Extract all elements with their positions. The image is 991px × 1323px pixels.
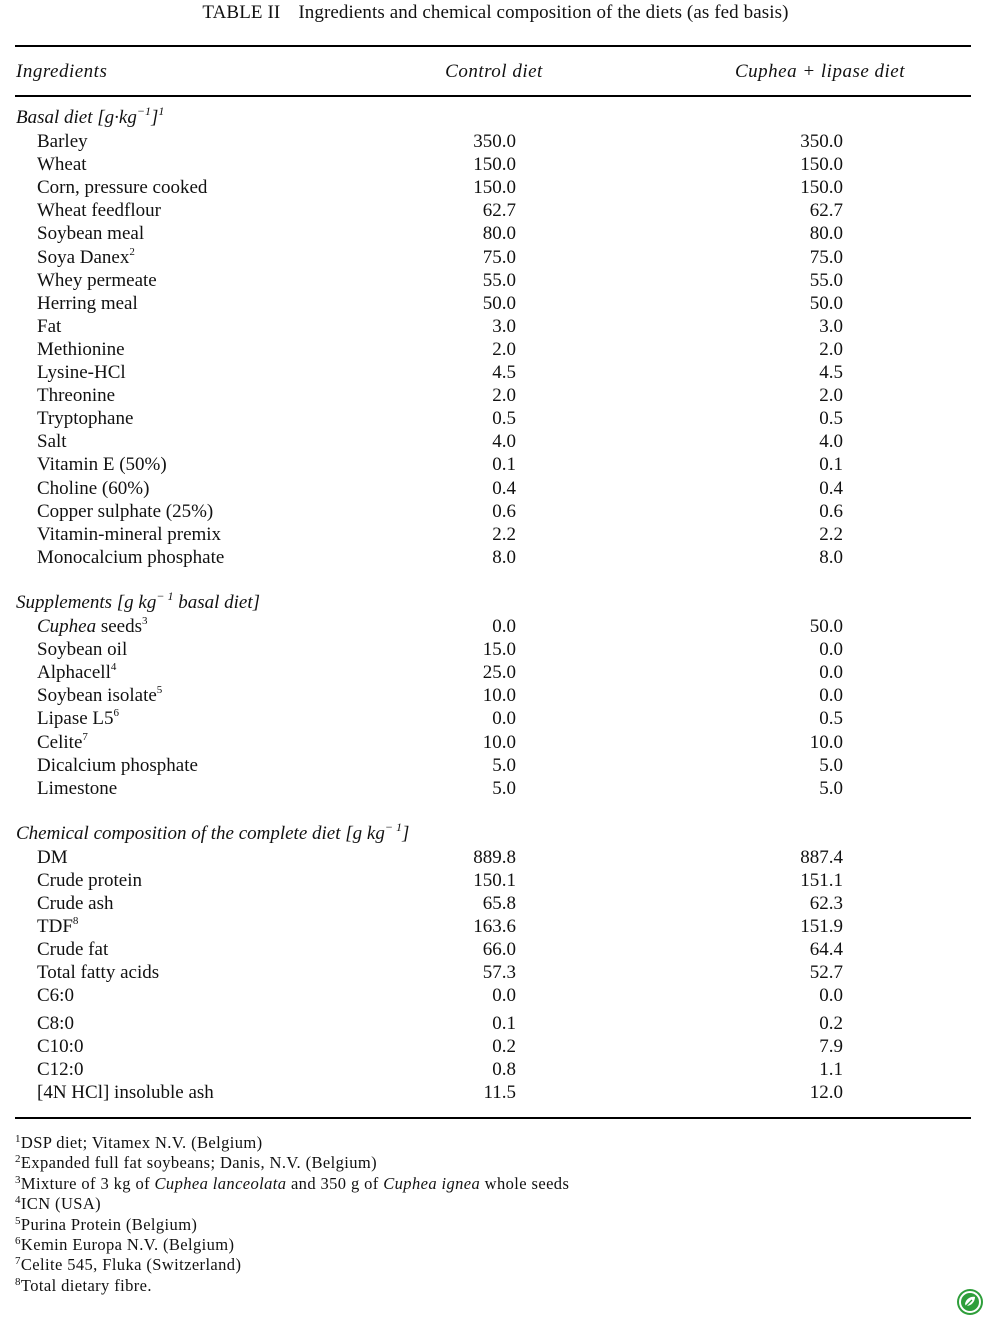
control-value: 4.5	[492, 362, 516, 383]
ingredient-label: Total fatty acids	[37, 962, 160, 983]
ingredient-name	[37, 755, 198, 777]
ingredient-name	[37, 639, 127, 661]
footnote	[15, 1174, 569, 1194]
ingredient-name	[37, 270, 157, 292]
ingredient-label: Monocalcium phosphate	[37, 546, 225, 568]
cuphea-value: 0.0	[819, 985, 843, 1006]
ingredient-label: Salt	[37, 431, 67, 453]
footnote-mark: 4	[110, 661, 117, 674]
table-row	[0, 293, 991, 316]
footnote-number: 1	[15, 1133, 21, 1145]
table-row	[0, 270, 991, 293]
control-value: 65.8	[482, 893, 516, 914]
cuphea-value: 2.0	[819, 385, 843, 407]
ingredient-name	[37, 385, 115, 407]
ingredient-label: Soybean oil	[37, 639, 128, 661]
cuphea-value: 10.0	[809, 731, 843, 753]
ingredient-name	[37, 616, 148, 638]
header-control: Control diet	[445, 61, 543, 82]
control-value: 350.0	[473, 131, 516, 152]
ingredient-name	[37, 708, 119, 730]
control-value: 0.5	[492, 408, 516, 430]
table-row	[0, 223, 991, 246]
table-row	[0, 916, 991, 939]
cuphea-value: 0.0	[819, 662, 843, 684]
ingredient-name	[37, 524, 221, 546]
footnote-mark: 6	[113, 707, 120, 720]
ingredient-label: Wheat feedflour	[37, 200, 161, 222]
footnote-number: 4	[15, 1194, 21, 1207]
footnote	[15, 1255, 241, 1275]
ingredient-label: Dicalcium phosphate	[37, 754, 198, 776]
cuphea-value: 0.5	[819, 708, 843, 730]
footnote-text: DSP diet; Vitamex N.V. (Belgium)	[20, 1133, 263, 1152]
ingredient-label: Celite	[37, 731, 83, 753]
footnote-number: 7	[15, 1255, 21, 1268]
table-row	[0, 316, 991, 339]
cuphea-value: 1.1	[819, 1059, 843, 1080]
control-value: 0.2	[492, 1036, 516, 1057]
header-rule	[15, 95, 971, 97]
control-value: 0.1	[492, 454, 516, 476]
table-row	[0, 501, 991, 524]
table-row	[0, 200, 991, 223]
table-row	[0, 524, 991, 547]
ingredient-label: C6:0	[37, 985, 74, 1006]
ingredient-name	[37, 962, 159, 984]
control-value: 163.6	[473, 916, 516, 937]
ingredient-name	[37, 316, 61, 338]
footnote-text: Cuphea ignea	[383, 1173, 481, 1193]
control-value: 10.0	[482, 685, 516, 707]
ingredient-name	[37, 293, 138, 315]
cuphea-value: 0.6	[819, 500, 843, 522]
cuphea-value: 0.4	[819, 477, 843, 499]
footnote-text: ICN (USA)	[20, 1194, 102, 1214]
header-cuphea: Cuphea + lipase diet	[734, 61, 906, 82]
footnote-mark: 7	[82, 730, 88, 743]
control-value: 0.6	[492, 500, 516, 522]
table-row	[0, 1059, 991, 1082]
control-value: 75.0	[482, 246, 516, 268]
table-row	[0, 685, 991, 708]
table-row	[0, 408, 991, 431]
cuphea-value: 52.7	[809, 962, 843, 983]
footnote-text: Cuphea lanceolata	[154, 1173, 287, 1193]
control-value: 5.0	[492, 777, 516, 799]
table-row	[0, 893, 991, 916]
table-row	[0, 1082, 991, 1105]
control-value: 25.0	[482, 662, 516, 684]
ingredient-label: C12:0	[37, 1059, 84, 1080]
control-value: 3.0	[492, 315, 516, 337]
ingredient-label: Lysine-HCl	[37, 362, 126, 383]
control-value: 8.0	[492, 546, 516, 568]
footnote-text: Kemin Europa N.V. (Belgium)	[20, 1235, 235, 1254]
cuphea-value: 55.0	[809, 269, 843, 291]
ingredient-label: Tryptophane	[37, 408, 134, 430]
ingredient-label: Copper sulphate (25%)	[37, 500, 214, 522]
footnote	[15, 1235, 234, 1255]
cuphea-value: 0.1	[819, 454, 843, 476]
table-row	[0, 755, 991, 778]
ingredient-label: Fat	[37, 315, 62, 337]
cuphea-value: 0.5	[819, 408, 843, 430]
ingredient-label: Choline (60%)	[37, 477, 150, 499]
table-row	[0, 870, 991, 893]
footnote-text: Expanded full fat soybeans; Danis, N.V. (Belgium)	[20, 1153, 378, 1173]
ingredient-name	[37, 131, 88, 153]
ingredient-name	[37, 870, 142, 892]
cuphea-value: 0.2	[819, 1013, 843, 1034]
ingredient-name	[37, 454, 167, 476]
footnote-mark: 2	[129, 245, 135, 258]
table-row	[0, 939, 991, 962]
section-supplements-title: Supplements [g $kg^{- 1}$ basal diet]	[16, 589, 261, 613]
bottom-rule	[15, 1117, 971, 1119]
ingredient-label: Herring meal	[37, 292, 138, 314]
ingredient-name	[37, 662, 116, 684]
ingredient-name	[37, 154, 87, 176]
table-row	[0, 362, 991, 385]
table-row	[0, 985, 991, 1008]
table-row	[0, 639, 991, 662]
footnote-text: and 350 g of	[286, 1173, 384, 1193]
cuphea-value: 8.0	[819, 546, 843, 568]
cuphea-value: 150.0	[800, 177, 843, 199]
control-value: 150.0	[473, 154, 516, 176]
footnote-number: 5	[15, 1214, 21, 1227]
ingredient-label: Limestone	[37, 777, 118, 799]
control-value: 15.0	[482, 639, 516, 661]
control-value: 0.4	[492, 477, 516, 499]
table-row	[0, 385, 991, 408]
control-value: 0.0	[492, 985, 516, 1006]
cuphea-value: 151.1	[800, 870, 843, 891]
ingredient-label: Wheat	[37, 154, 87, 176]
ingredient-label: Methionine	[37, 338, 125, 360]
ingredient-label: Vitamin E (50%)	[37, 454, 167, 476]
table-row	[0, 339, 991, 362]
table-row	[0, 962, 991, 985]
ingredient-label: Soya Danex	[37, 246, 130, 268]
footnote-mark: 8	[72, 915, 79, 927]
control-value: 55.0	[482, 269, 516, 291]
footnote-number: 8	[15, 1275, 21, 1288]
ingredient-label: Corn, pressure cooked	[37, 177, 208, 199]
footnote-number: 2	[15, 1153, 21, 1166]
ingredient-name	[37, 339, 125, 361]
cuphea-value: 4.5	[819, 362, 843, 383]
ingredient-name	[37, 778, 117, 800]
cuphea-value: 3.0	[819, 315, 843, 337]
ingredient-name	[37, 1013, 74, 1035]
table-row	[0, 431, 991, 454]
ingredient-name	[37, 847, 68, 869]
ingredient-label: Lipase L5	[37, 708, 114, 730]
control-value: 5.0	[492, 754, 516, 776]
ingredient-name	[37, 1036, 83, 1058]
ingredient-label: Alphacell	[37, 662, 111, 684]
cuphea-value: 887.4	[800, 847, 843, 868]
table-row	[0, 478, 991, 501]
ingredient-name	[37, 478, 149, 500]
control-value: 10.0	[482, 731, 516, 753]
ingredient-label: seeds	[96, 616, 143, 637]
ingredient-label: TDF	[37, 916, 73, 937]
ingredient-label: Vitamin-mineral premix	[37, 523, 222, 545]
table-caption: Ingredients and chemical composition of the diets (as fed basis)	[298, 2, 789, 23]
control-value: 11.5	[483, 1082, 516, 1103]
footnote-text: Celite 545, Fluka (Switzerland)	[20, 1255, 242, 1275]
ingredient-label: Whey permeate	[37, 269, 157, 291]
ingredient-label: Threonine	[37, 385, 116, 407]
ingredient-name	[37, 408, 133, 430]
table-row	[0, 1036, 991, 1059]
ingredient-label: C10:0	[37, 1036, 84, 1057]
header-ingredients: Ingredients	[16, 61, 108, 82]
control-value: 0.8	[492, 1059, 516, 1080]
control-value: 2.2	[492, 523, 516, 545]
control-value: 0.1	[492, 1013, 516, 1034]
table-label: TABLE II	[202, 2, 281, 23]
control-value: 4.0	[492, 431, 516, 453]
cuphea-value: 50.0	[809, 292, 843, 314]
cuphea-value: 5.0	[819, 777, 843, 799]
cuphea-value: 12.0	[809, 1082, 843, 1103]
control-value: 889.8	[473, 847, 516, 868]
ingredient-name	[37, 685, 162, 707]
cuphea-value: 75.0	[809, 246, 843, 268]
ingredient-label: [4N HCl] insoluble ash	[37, 1082, 214, 1103]
ingredient-label: Crude protein	[37, 870, 143, 891]
ingredient-name	[37, 985, 74, 1007]
ingredient-name	[37, 223, 144, 245]
ingredient-label: C8:0	[37, 1013, 74, 1034]
footnote-mark: 3	[142, 615, 148, 627]
footnote-text: Total dietary fibre.	[20, 1275, 152, 1295]
cuphea-value: 350.0	[800, 131, 843, 152]
footnote-text: Purina Protein (Belgium)	[20, 1214, 198, 1234]
footnote	[15, 1133, 263, 1153]
control-value: 66.0	[482, 939, 516, 960]
cuphea-value: 2.2	[819, 523, 843, 545]
ingredient-name	[37, 362, 126, 384]
ingredient-name	[37, 1082, 214, 1104]
table-row	[0, 708, 991, 731]
footnote	[15, 1153, 377, 1173]
ingredient-name	[37, 200, 161, 222]
cuphea-value: 0.0	[819, 639, 843, 661]
footnote-mark: 5	[156, 684, 163, 697]
ingredient-name	[37, 1059, 83, 1081]
footnote-text: Mixture of 3 kg of	[20, 1173, 155, 1193]
table-row	[0, 247, 991, 270]
control-value: 62.7	[482, 200, 516, 222]
table-row	[0, 131, 991, 154]
cuphea-value: 5.0	[819, 754, 843, 776]
control-value: 2.0	[492, 385, 516, 407]
ingredient-name	[37, 893, 114, 915]
table-row	[0, 847, 991, 870]
ingredient-name	[37, 501, 213, 523]
table-row	[0, 662, 991, 685]
footnote	[15, 1194, 101, 1214]
footnote-text: whole seeds	[480, 1173, 570, 1193]
control-value: 150.0	[473, 177, 516, 199]
ingredient-name	[37, 247, 135, 269]
ingredient-name-italic: Cuphea	[37, 616, 97, 637]
ingredient-name	[37, 547, 224, 569]
table-row	[0, 154, 991, 177]
cuphea-value: 151.9	[800, 916, 843, 937]
footnote	[15, 1215, 197, 1235]
table-row	[0, 177, 991, 200]
footnote-number: 3	[15, 1173, 21, 1186]
ingredient-label: DM	[37, 847, 68, 868]
footnote	[15, 1276, 152, 1296]
cuphea-value: 80.0	[809, 223, 843, 245]
ingredient-name	[37, 939, 108, 961]
ingredient-label: Crude ash	[37, 893, 114, 914]
table-row	[0, 454, 991, 477]
footnote-number: 6	[15, 1235, 21, 1247]
cuphea-value: 7.9	[819, 1036, 843, 1057]
ingredient-name	[37, 732, 88, 754]
ingredient-name	[37, 916, 78, 938]
cuphea-value: 2.0	[819, 338, 843, 360]
section-basal-title: Basal diet $[g\cdot kg^{-1}]^1$	[16, 104, 165, 128]
cuphea-value: 4.0	[819, 431, 843, 453]
ingredient-label: Barley	[37, 131, 88, 152]
control-value: 0.0	[492, 616, 516, 637]
cuphea-value: 62.7	[809, 200, 843, 222]
cuphea-value: 64.4	[809, 939, 843, 960]
ingredient-name	[37, 177, 207, 199]
cuphea-value: 50.0	[809, 616, 843, 637]
ingredient-label: Crude fat	[37, 939, 109, 960]
table-row	[0, 547, 991, 570]
control-value: 150.1	[473, 870, 516, 891]
control-value: 2.0	[492, 338, 516, 360]
control-value: 80.0	[482, 223, 516, 245]
table-row	[0, 732, 991, 755]
cuphea-value: 62.3	[809, 893, 843, 914]
ingredient-label: Soybean meal	[37, 223, 145, 245]
table-row	[0, 616, 991, 639]
cuphea-value: 0.0	[819, 685, 843, 707]
control-value: 0.0	[492, 708, 516, 730]
table-row	[0, 778, 991, 801]
top-rule	[15, 45, 971, 47]
section-chemical-title: Chemical composition of the complete diet [g $kg^{- 1}$]	[16, 820, 410, 844]
control-value: 57.3	[482, 962, 516, 983]
table-row	[0, 1013, 991, 1036]
control-value: 50.0	[482, 292, 516, 314]
ingredient-label: Soybean isolate	[37, 685, 157, 707]
table-title	[0, 2, 991, 24]
cuphea-value: 150.0	[800, 154, 843, 176]
ingredient-name	[37, 431, 67, 453]
leaf-badge-icon[interactable]	[957, 1289, 983, 1315]
